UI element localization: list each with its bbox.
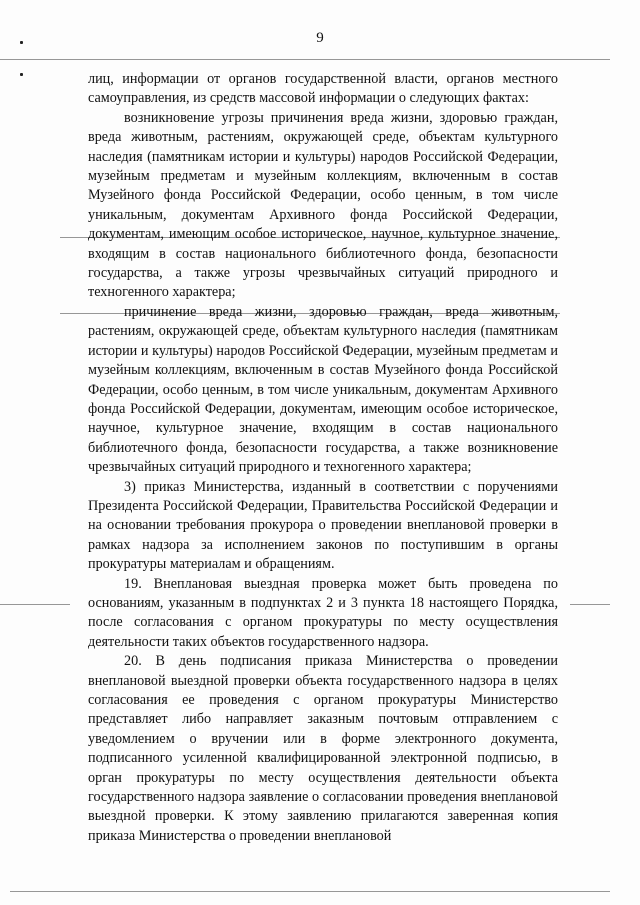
scan-line [0, 604, 70, 605]
paragraph: 20. В день подписания приказа Министерства о проведении внеплановой выездной проверки объекта государственного надзора в целях согласования ее проведения с органом прокуратуры Министерство представляет либо направляет заказным почтовым отправлением с уведомлением о вручении или в форме электронного документа, подписанного усиленной квалифицированной электронной подписью, в орган прокуратуры по месту осуществления деятельности объекта государственного надзора заявление о согласовании проведения внеплановой выездной проверки. К этому заявлению прилагаются заверенная копия приказа Министерства о проведении внеплановой [88, 653, 558, 844]
scan-line [10, 891, 610, 892]
page-number: 9 [316, 30, 324, 46]
document-body [88, 70, 558, 846]
scan-line [570, 604, 610, 605]
scan-mark [20, 73, 23, 76]
paragraph: 19. Внеплановая выездная проверка может быть проведена по основаниям, указанным в подпунктах 2 и 3 пункта 18 настоящего Порядка, после согласования с органом прокуратуры по месту осуществления деятельности таких объектов государственного надзора. [88, 575, 558, 650]
paragraph: возникновение угрозы причинения вреда жизни, здоровью граждан, вреда животным, растениям, окружающей среде, объектам культурного наследия (памятникам истории и культуры) народов Российской Федерации, музейным предметам и музейным коллекциям, включенным в состав Музейного фонда Российской Федерации, особо ценным, в том числе уникальным, документам Архивного фонда Российской Федерации, документам, имеющим особое историческое, научное, культурное значение, входящим в состав национального библиотечного фонда, безопасности государства, а также угрозы чрезвычайных ситуаций природного и техногенного характера; [88, 109, 558, 301]
paragraph: 3) приказ Министерства, изданный в соответствии с поручениями Президента Российской Федерации, Правительства Российской Федерации и на основании требования прокурора о проведении внеплановой проверки в рамках надзора за исполнением законов по поступившим в органы прокуратуры материалам и обращениям. [88, 478, 558, 573]
paragraph: лиц, информации от органов государственной власти, органов местного самоуправления, из средств массовой информации о следующих фактах: [88, 71, 558, 107]
scan-line [0, 59, 610, 60]
paragraph: причинение вреда жизни, здоровью граждан, вреда животным, растениям, окружающей среде, объектам культурного наследия (памятникам истории и культуры) народов Российской Федерации, музейным предметам и музейным коллекциям, включенным в состав Музейного фонда Российской Федерации, особо ценным, в том числе уникальным, документам Архивного фонда Российской Федерации, документам, имеющим особое историческое, научное, культурное значение, входящим в состав национального библиотечного фонда, безопасности государства, а также возникновение чрезвычайных ситуаций природного и техногенного характера; [88, 303, 558, 476]
